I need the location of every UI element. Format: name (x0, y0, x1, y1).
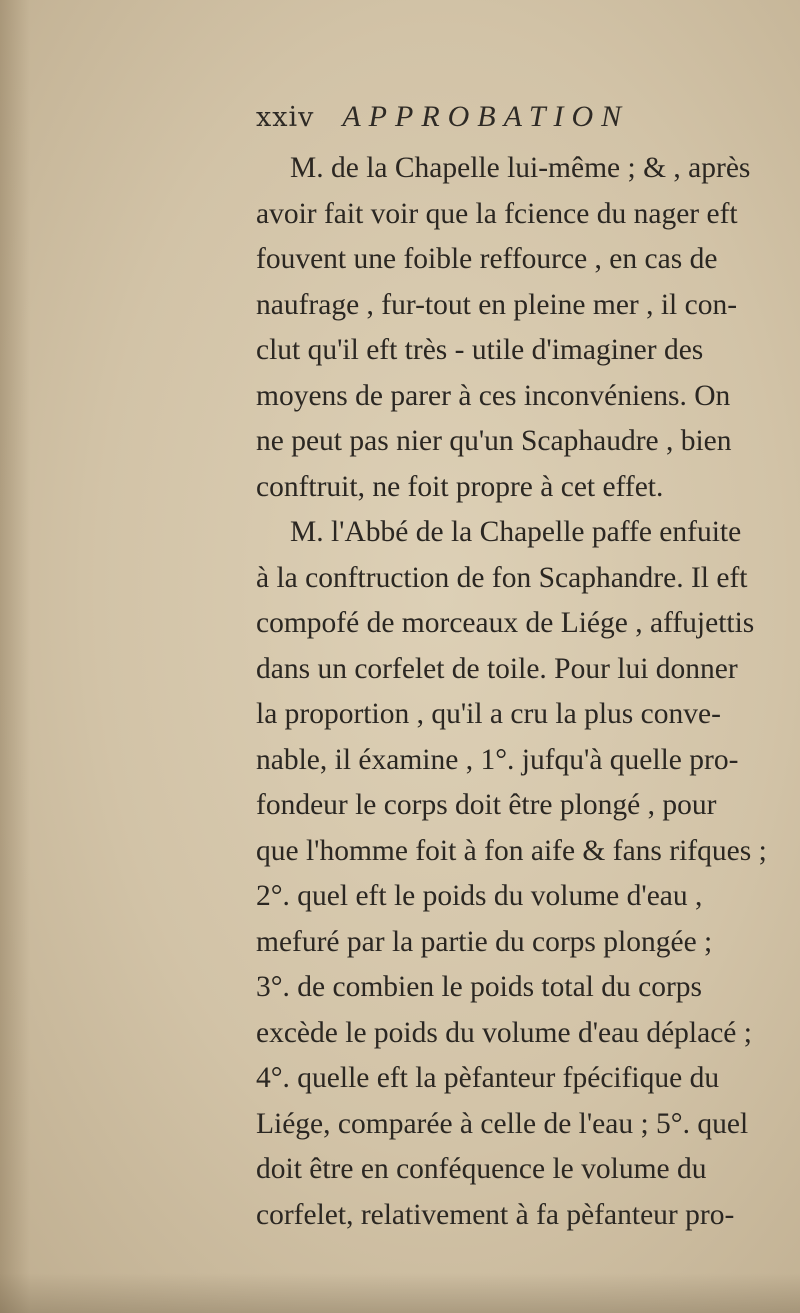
text-line: la proportion , qu'il a cru la plus conve- (256, 698, 721, 730)
body-text (256, 146, 768, 1238)
text-line: M. l'Abbé de la Chapelle paffe enfuite (290, 516, 742, 548)
text-line: que l'homme foit à fon aife & fans rifques ; (256, 834, 767, 867)
text-line: 2°. quel eft le poids du volume d'eau , (256, 880, 703, 912)
text-line: 3°. de combien le poids total du corps (256, 971, 703, 1003)
page-number: xxiv (256, 102, 315, 133)
text-line: moyens de parer à ces inconvéniens. On (256, 379, 731, 412)
text-line: clut qu'il eft très - utile d'imaginer des (256, 334, 704, 366)
text-line: naufrage , fur-tout en pleine mer , il con- (256, 288, 738, 321)
text-line: mefuré par la partie du corps plongée ; (256, 925, 713, 958)
text-line: fondeur le corps doit être plongé , pour (256, 789, 717, 821)
text-line: doit être en conféquence le volume du (256, 1153, 707, 1185)
text-line: avoir fait voir que la fcience du nager eft (256, 197, 738, 230)
text-line: ne peut pas nier qu'un Scaphaudre , bien (256, 425, 732, 457)
running-title: APPROBATION (342, 100, 630, 133)
text-line: 4°. quelle eft la pèfanteur fpécifique du (256, 1062, 720, 1094)
text-line: Liége, comparée à celle de l'eau ; 5°. quel (256, 1107, 749, 1140)
text-line: fouvent une foible reffource , en cas de (256, 243, 718, 275)
text-line: dans un corfelet de toile. Pour lui donner (256, 652, 738, 685)
page-bottom-shadow (0, 1273, 800, 1313)
text-line: M. de la Chapelle lui-même ; & , après (290, 152, 751, 184)
text-line: excède le poids du volume d'eau déplacé ; (256, 1016, 752, 1049)
text-line: compofé de morceaux de Liége , affujettis (256, 607, 755, 639)
text-line: à la conftruction de fon Scaphandre. Il eft (256, 561, 748, 594)
page-header (256, 100, 629, 140)
page-edge-shadow (0, 0, 30, 1313)
text-line: nable, il éxamine , 1°. jufqu'à quelle pro- (256, 743, 739, 776)
text-line: corfelet, relativement à fa pèfanteur pro- (256, 1198, 735, 1231)
text-line: conftruit, ne foit propre à cet effet. (256, 470, 664, 503)
